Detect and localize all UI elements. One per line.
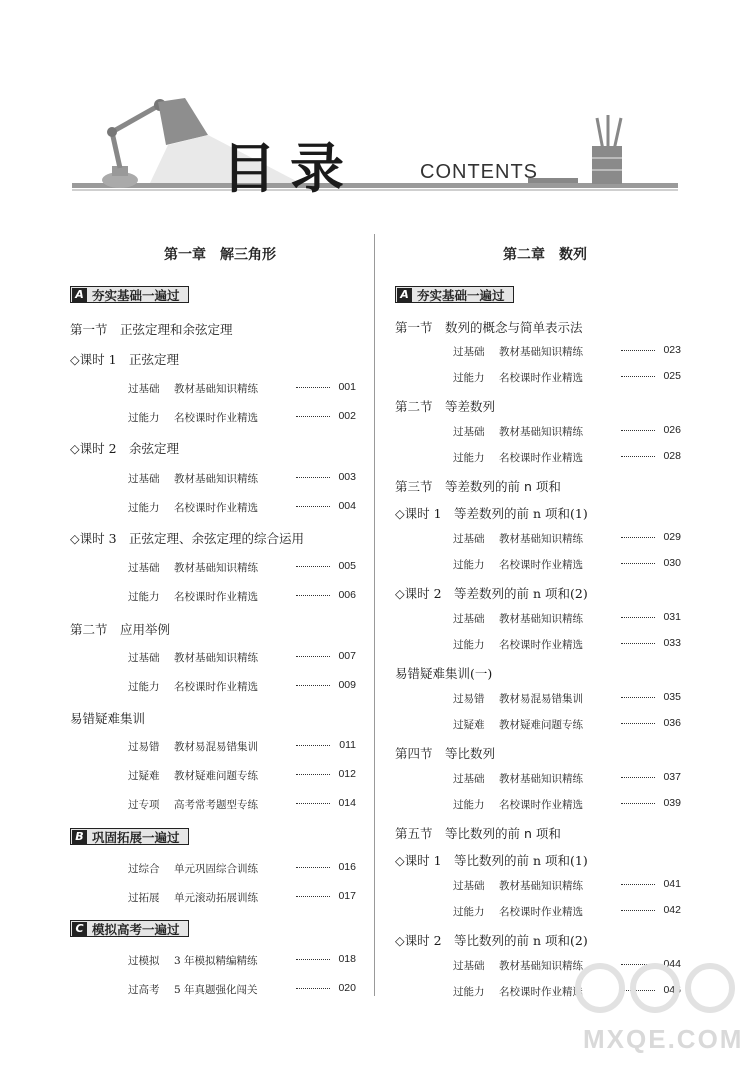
entry-description: 教材基础知识精练 [499,960,583,972]
page-number: 001 [338,381,356,393]
entry-description: 教材基础知识精练 [499,426,583,438]
dot-leader [296,566,330,567]
toc-entry [453,717,681,731]
dot-leader [621,803,655,804]
entry-type: 过能力 [453,559,485,571]
lesson-title: ◇课时 1 等比数列的前 n 项和(1) [395,853,588,868]
page-number: 033 [663,637,681,649]
page-number: 026 [663,424,681,436]
pencil-cup-icon [592,115,622,184]
entry-description: 教材疑难问题专练 [174,770,258,782]
entry-description: 教材基础知识精练 [174,383,258,395]
entry-type: 过专项 [128,799,160,811]
entry-type: 过疑难 [128,770,160,782]
part-label: 夯实基础一遍过 [417,287,505,303]
chapter-title: 第一章 解三角形 [164,247,276,263]
dot-leader [621,777,655,778]
entry-type: 过能力 [453,799,485,811]
dot-leader [296,896,330,897]
entry-type: 过基础 [128,383,160,395]
page-number: 044 [663,958,681,970]
page-number: 016 [338,861,356,873]
page-number: 039 [663,797,681,809]
section-title: 第三节 等差数列的前 n 项和 [395,479,561,494]
toc-entry [128,410,356,424]
page-number: 030 [663,557,681,569]
part-tag [70,828,189,845]
toc-entry [453,771,681,785]
section-title: 第二节 应用举例 [70,622,171,637]
dot-leader [621,910,655,911]
entry-description: 名校课时作业精选 [174,681,258,693]
section-title: 第五节 等比数列的前 n 项和 [395,826,561,841]
lesson-title: ◇课时 2 等比数列的前 n 项和(2) [395,933,588,948]
page-number: 004 [338,500,356,512]
toc-entry [453,344,681,358]
dot-leader [621,456,655,457]
page-title: 目录 [222,137,358,200]
dot-leader [296,506,330,507]
dot-leader [621,430,655,431]
page-number: 023 [663,344,681,356]
entry-type: 过基础 [128,473,160,485]
entry-description: 名校课时作业精选 [499,452,583,464]
part-tag [395,286,514,303]
lesson-title: ◇课时 2 余弦定理 [70,441,180,456]
page-number: 041 [663,878,681,890]
page-number: 011 [339,739,356,751]
section-title: 第一节 正弦定理和余弦定理 [70,322,233,337]
entry-description: 名校课时作业精选 [499,372,583,384]
dot-leader [621,537,655,538]
page-number: 029 [663,531,681,543]
entry-type: 过基础 [453,613,485,625]
toc-entry [453,797,681,811]
entry-type: 过能力 [128,681,160,693]
part-letter-icon: A [397,288,412,302]
toc-entry [128,861,356,875]
watermark-text: MXQE.COM [583,1024,744,1054]
toc-entry [453,637,681,651]
toc-entry [128,560,356,574]
dot-leader [621,563,655,564]
entry-description: 3 年模拟精编精练 [174,955,258,967]
entry-type: 过综合 [128,863,160,875]
toc-entry [453,904,681,918]
page-number: 028 [663,450,681,462]
toc-entry [128,890,356,904]
toc-entry [128,768,356,782]
page-number: 042 [663,904,681,916]
entry-type: 过能力 [453,906,485,918]
entry-description: 名校课时作业精选 [499,906,583,918]
entry-description: 单元滚动拓展训练 [174,892,258,904]
dot-leader [296,988,330,989]
entry-description: 名校课时作业精选 [499,986,583,998]
entry-type: 过能力 [128,412,160,424]
page-number: 003 [338,471,356,483]
toc-entry [453,424,681,438]
dot-leader [296,595,330,596]
entry-description: 高考常考题型专练 [174,799,258,811]
page-number: 002 [338,410,356,422]
header-banner [0,0,750,210]
dot-leader [296,745,330,746]
lesson-title: ◇课时 1 等差数列的前 n 项和(1) [395,506,588,521]
page-number: 006 [338,589,356,601]
entry-type: 过基础 [453,533,485,545]
page-number: 017 [338,890,356,902]
dot-leader [296,477,330,478]
header-rule [72,183,678,188]
entry-type: 过易错 [453,693,485,705]
entry-type: 过能力 [453,372,485,384]
entry-description: 名校课时作业精选 [499,799,583,811]
entry-type: 过高考 [128,984,160,996]
toc-entry [128,797,356,811]
part-letter-icon: B [72,830,87,844]
entry-description: 教材疑难问题专练 [499,719,583,731]
entry-description: 教材基础知识精练 [174,652,258,664]
entry-type: 过能力 [453,639,485,651]
toc-entry [128,679,356,693]
entry-type: 过能力 [453,452,485,464]
page-subtitle: CONTENTS [420,161,538,183]
entry-description: 名校课时作业精选 [174,412,258,424]
dot-leader [296,774,330,775]
page-number: 018 [338,953,356,965]
entry-type: 过能力 [128,502,160,514]
page-number: 020 [338,982,356,994]
entry-type: 过拓展 [128,892,160,904]
toc-entry [453,878,681,892]
entry-type: 过基础 [128,562,160,574]
dot-leader [621,723,655,724]
entry-type: 过基础 [453,960,485,972]
page-number: 035 [663,691,681,703]
section-title: 第二节 等差数列 [395,399,496,414]
entry-type: 过易错 [128,741,160,753]
entry-description: 5 年真题强化闯关 [174,984,258,996]
toc-entry [453,531,681,545]
subsection-title: 易错疑难集训(一) [395,666,493,681]
header-illustration [0,0,750,210]
entry-type: 过基础 [128,652,160,664]
toc-entry [453,691,681,705]
entry-description: 教材基础知识精练 [499,880,583,892]
page-number: 014 [338,797,356,809]
dot-leader [296,656,330,657]
dot-leader [296,685,330,686]
entry-description: 名校课时作业精选 [499,559,583,571]
dot-leader [621,643,655,644]
entry-type: 过疑难 [453,719,485,731]
column-divider [374,234,375,996]
page-number: 005 [338,560,356,572]
entry-description: 教材基础知识精练 [174,473,258,485]
entry-description: 教材基础知识精练 [499,613,583,625]
toc-entry [128,739,356,753]
dot-leader [296,867,330,868]
page-number: 031 [663,611,681,623]
dot-leader [621,617,655,618]
toc-entry [128,471,356,485]
entry-type: 过基础 [453,426,485,438]
page-number: 036 [663,717,681,729]
entry-description: 教材基础知识精练 [499,346,583,358]
lesson-title: ◇课时 2 等差数列的前 n 项和(2) [395,586,588,601]
toc-entry [128,500,356,514]
toc-entry [453,557,681,571]
entry-description: 教材易混易错集训 [499,693,583,705]
part-tag [70,920,189,937]
entry-type: 过能力 [453,986,485,998]
dot-leader [296,387,330,388]
entry-type: 过基础 [453,880,485,892]
dot-leader [621,884,655,885]
lesson-title: ◇课时 1 正弦定理 [70,352,180,367]
entry-description: 名校课时作业精选 [174,591,258,603]
page-number: 012 [338,768,356,780]
entry-description: 名校课时作业精选 [174,502,258,514]
dot-leader [621,697,655,698]
page-number: 046 [663,984,681,996]
chapter-title: 第二章 数列 [503,247,587,263]
part-label: 巩固拓展一遍过 [92,829,180,845]
page-number: 025 [663,370,681,382]
toc-entry [128,982,356,996]
dot-leader [296,803,330,804]
dot-leader [621,350,655,351]
entry-description: 教材基础知识精练 [499,533,583,545]
entry-type: 过基础 [453,346,485,358]
entry-description: 名校课时作业精选 [499,639,583,651]
part-label: 夯实基础一遍过 [92,287,180,303]
entry-description: 单元巩固综合训练 [174,863,258,875]
lesson-title: ◇课时 3 正弦定理、余弦定理的综合运用 [70,531,305,546]
page-number: 009 [338,679,356,691]
subsection-title: 易错疑难集训 [70,711,146,726]
toc-entry [128,650,356,664]
toc-entry [128,589,356,603]
part-label: 模拟高考一遍过 [92,921,180,937]
part-letter-icon: C [72,922,87,936]
toc-entry [453,370,681,384]
page-number: 007 [338,650,356,662]
section-title: 第一节 数列的概念与简单表示法 [395,320,583,335]
section-title: 第四节 等比数列 [395,746,496,761]
toc-entry [128,953,356,967]
entry-description: 教材易混易错集训 [174,741,258,753]
dot-leader [296,959,330,960]
toc-entry [128,381,356,395]
entry-description: 教材基础知识精练 [174,562,258,574]
part-tag [70,286,189,303]
toc-entry [453,450,681,464]
entry-type: 过能力 [128,591,160,603]
part-letter-icon: A [72,288,87,302]
entry-type: 过基础 [453,773,485,785]
dot-leader [621,376,655,377]
dot-leader [296,416,330,417]
page-number: 037 [663,771,681,783]
entry-description: 教材基础知识精练 [499,773,583,785]
entry-type: 过模拟 [128,955,160,967]
toc-entry [453,611,681,625]
